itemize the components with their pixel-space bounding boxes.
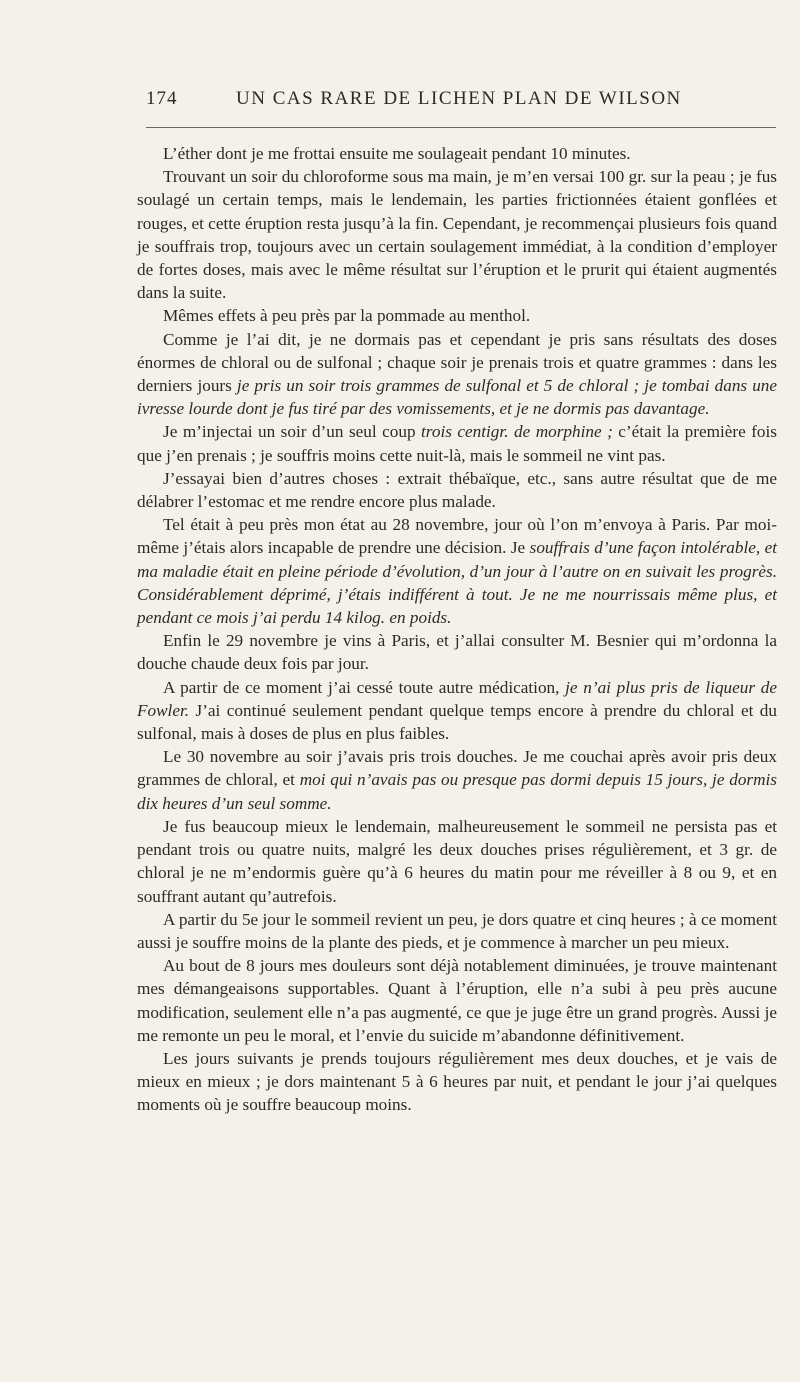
italic-text-run: trois centigr. de morphine ; [421,422,613,442]
text-run: Les jours suivants je prends toujours régulièrement mes deux douches, et je vais de mieux en mieux ; je dors maintenant 5 à 6 heures par nuit, et pendant le jour j’ai quelques moments où je souffre beaucoup moins. [137,1048,777,1115]
paragraph [137,304,777,327]
paragraph [137,629,777,675]
header-rule [146,127,776,128]
text-run: Je fus beaucoup mieux le lendemain, malheureusement le sommeil ne persista pas et pendant trois ou quatre nuits, malgré les deux douches prises régulièrement, et 3 gr. de chloral je ne m’endormis guère qu’à 6 heures du matin pour me réveiller à 8 ou 9, et en souffrant autant qu’autrefois. [137,816,777,906]
italic-text-run: moi qui n’avais pas ou presque pas dormi depuis 15 jours, je dormis dix heures d’un seul somme. [137,770,777,813]
text-run: Mêmes effets à peu près par la pommade au menthol. [163,306,531,326]
paragraph [137,420,777,466]
text-run: Je m’injectai un soir d’un seul coup [163,422,422,442]
text-run: Comme je l’ai dit, je ne dormais pas et cependant je pris sans résultats des doses énormes de chloral ou de sulfonal ; chaque soir je prenais trois et quatre grammes : dans les derniers jours [137,329,777,396]
italic-text-run: je pris un soir trois grammes de sulfonal et 5 de chloral ; je tombai dans une ivresse lourde dont je fus tiré par des vomissements, et je ne dormis pas davantage. [137,376,778,419]
text-run: J’essayai bien d’autres choses : extrait thébaïque, etc., sans autre résultat que de me délabrer l’estomac et me rendre encore plus malade. [137,468,777,512]
paragraph [137,908,777,954]
page-number: 174 [146,88,178,109]
paragraph [137,513,777,629]
text-run: A partir du 5e jour le sommeil revient un peu, je dors quatre et cinq heures ; à ce moment aussi je souffre moins de la plante des pieds, et je commence à marcher un peu mieux. [137,909,777,952]
text-run: Le 30 novembre au soir j’avais pris trois douches. Je me couchai après avoir pris deux grammes de chloral, et [137,747,777,790]
paragraph [137,328,777,421]
text-run: Trouvant un soir du chloroforme sous ma main, je m’en versai 100 gr. sur la peau ; je fus soulagé un certain temps, mais le lendemain, les parties frictionnées étaient gonflées et rouges, et cette éruption resta jusqu’à la fin. Cependant, je recommençai plusieurs fois quand je souffrais trop, toujours avec un certain soulagement immédiat, à la condition d’employer de fortes doses, mais avec le même résultat sur l’éruption et le prurit qui étaient augmentés dans la suite. [137,167,777,303]
text-run: Tel était à peu près mon état au 28 novembre, jour où l’on m’envoya à Paris. Par moi-même j’étais alors incapable de prendre une décision. Je [137,515,777,558]
text-run: Enfin le 29 novembre je vins à Paris, et j’allai consulter M. Besnier qui m’ordonna la douche chaude deux fois par jour. [137,631,777,674]
paragraph [137,1047,777,1117]
running-title: UN CAS RARE DE LICHEN PLAN DE WILSON [236,88,682,109]
paragraph [137,165,777,304]
text-run: Au bout de 8 jours mes douleurs sont déjà notablement diminuées, je trouve maintenant mes démangeaisons supportables. Quant à l’éruption, elle n’a subi à peu près aucune modification, seulement elle n’a pas augmenté, ce que je juge être un grand progrès. Aussi je me remonte un peu le moral, et l’envie du suicide m’abandonne définitivement. [137,956,777,1045]
running-header [146,88,760,110]
paragraph [137,745,777,815]
text-run: J’ai continué seulement pendant quelque temps encore à prendre du chloral et du sulfonal, mais à doses de plus en plus faibles. [137,700,777,744]
italic-text-run: souffrais d’une façon intolérable, et ma maladie était en pleine période d’évolution, d’un jour à l’autre on en suivait les progrès. Considérablement déprimé, j’étais indifférent à tout. Je ne me nourrissais même plus, et pendant ce mois j’ai perdu 14 kilog. en poids. [137,538,777,628]
paragraph [137,954,777,1047]
paragraph [137,467,777,513]
text-run: L’éther dont je me frottai ensuite me soulageait pendant 10 minutes. [163,144,631,163]
body-text [137,142,777,1117]
text-run: A partir de ce moment j’ai cessé toute autre médication, [163,677,566,697]
paragraph [137,142,777,165]
italic-text-run: je n’ai plus pris de liqueur de Fowler. [137,677,777,720]
text-run: c’était la première fois que j’en prenais ; je souffris moins cette nuit-là, mais le sommeil ne vint pas. [137,422,777,465]
paragraph [137,676,777,746]
paragraph [137,815,777,908]
